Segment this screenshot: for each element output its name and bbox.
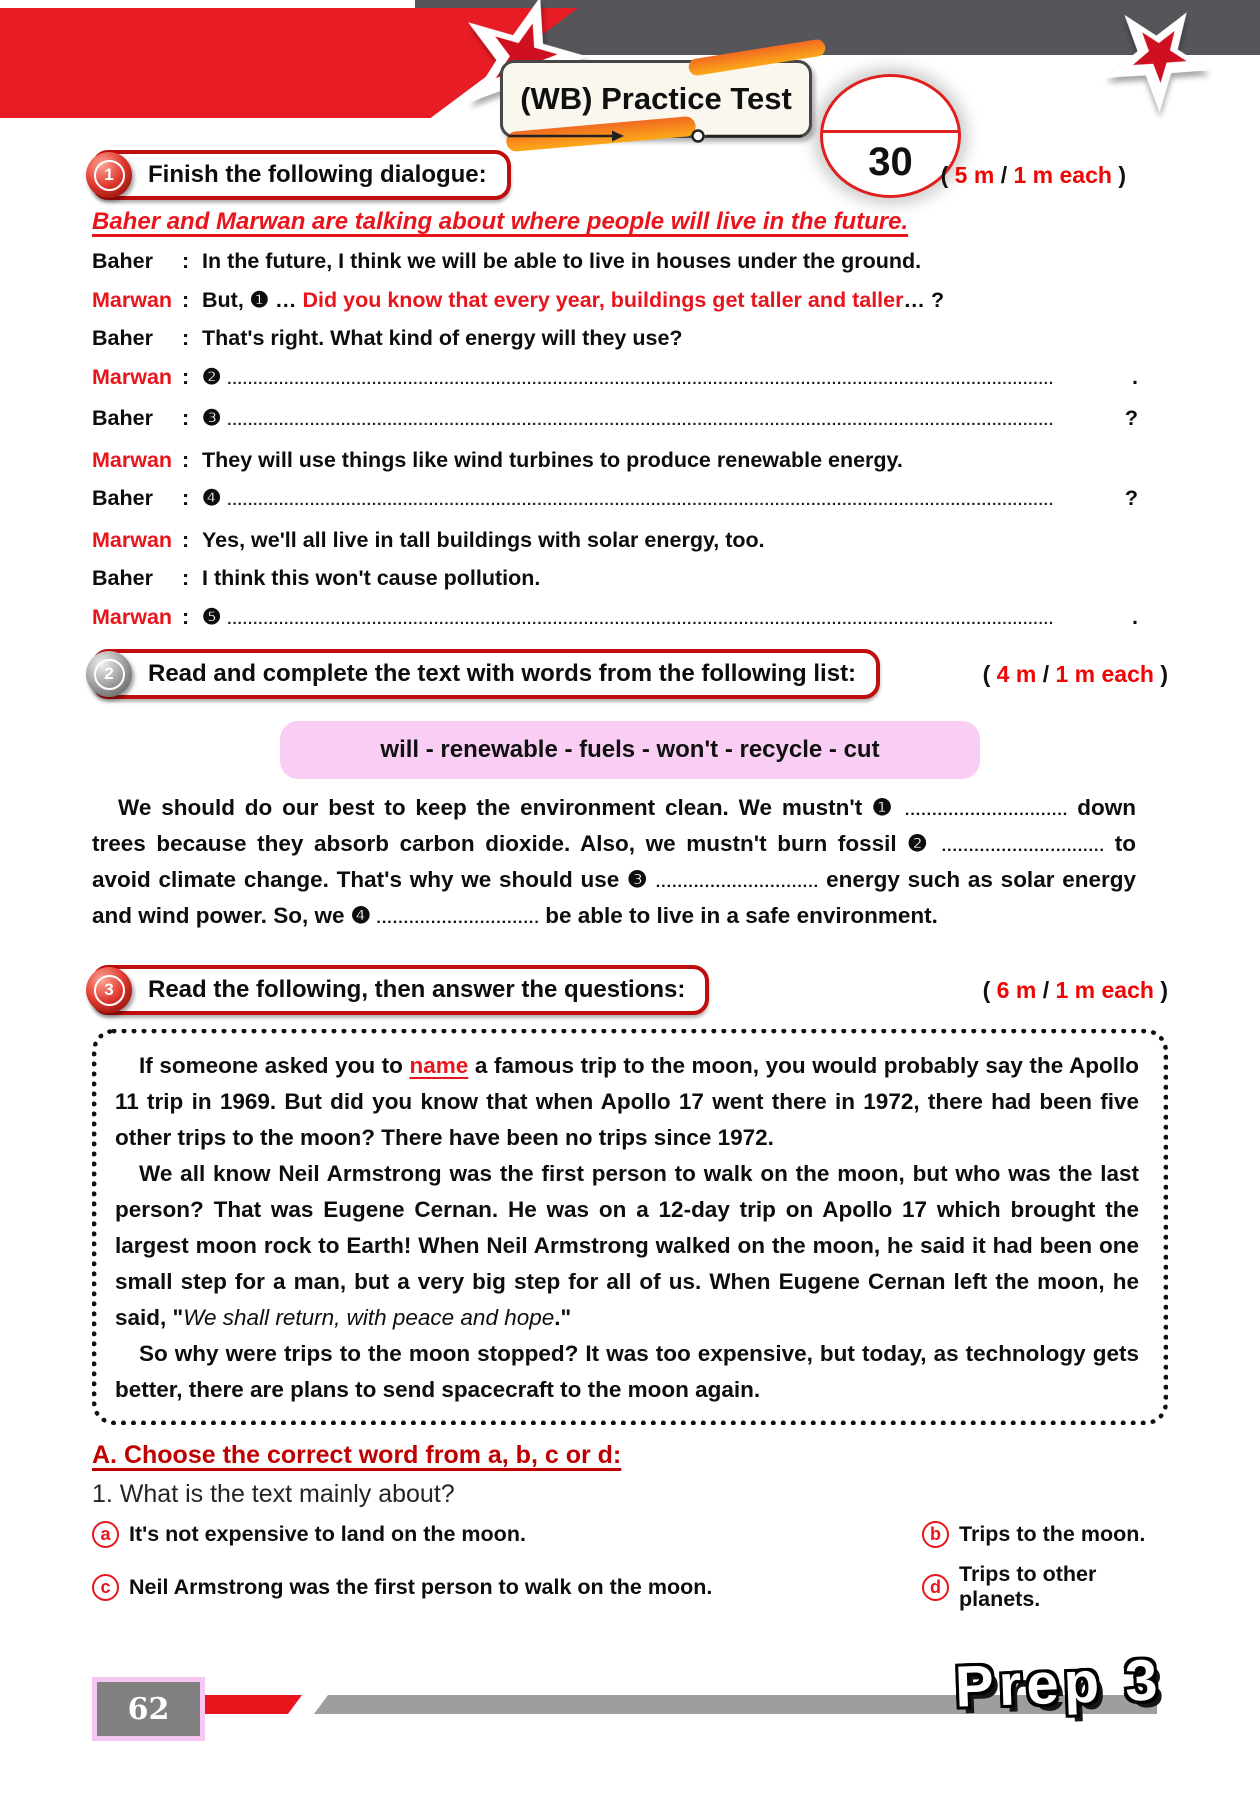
dialogue-speaker: Marwan — [92, 527, 173, 552]
passage-segment: We shall return, with peace and hope — [183, 1305, 555, 1330]
cloze-blank-dots: .............................. — [895, 802, 1078, 819]
mcq-option-b — [922, 1521, 1168, 1548]
question-1-marks: ( 5 m / 1 m each ) — [940, 161, 1126, 188]
question-2-marks: ( 4 m / 1 m each ) — [982, 660, 1168, 687]
dialogue-text — [202, 598, 1138, 640]
question-1-header-row — [92, 150, 1168, 200]
passage-paragraph — [115, 1336, 1139, 1408]
cloze-blank-dots: .............................. — [648, 874, 827, 891]
dialogue-line — [92, 441, 1138, 480]
page-number: 62 — [127, 1691, 170, 1727]
answer-blank-dots: ................................................................................................................................................................ — [227, 412, 1055, 429]
dialogue-segment: . — [1126, 604, 1138, 629]
dialogue-text — [202, 242, 1138, 281]
option-letter-c: c — [92, 1574, 119, 1601]
numbered-bullet: ❹ — [350, 903, 371, 928]
cloze-paragraph — [92, 791, 1168, 935]
dialogue-segment: … ? — [903, 287, 945, 312]
numbered-bullet: ❺ — [202, 604, 222, 629]
numbered-bullet: ❸ — [627, 867, 649, 892]
dialogue-segment: But, — [202, 287, 250, 312]
word-list-box: will - renewable - fuels - won't - recycle - cut — [280, 721, 980, 779]
question-3-header-row — [92, 965, 1168, 1015]
dialogue-speaker: Baher — [92, 406, 153, 430]
dialogue-line — [92, 358, 1138, 400]
dialogue-line — [92, 281, 1138, 320]
dialogue-segment: . — [1126, 364, 1138, 389]
dialogue-intro: Baher and Marwan are talking about where people will live in the future. — [92, 208, 909, 235]
dialogue-segment: … — [269, 287, 303, 312]
option-text: Trips to other planets. — [959, 1562, 1097, 1611]
dialogue-speaker: Baher — [92, 486, 153, 510]
dialogue-line — [92, 319, 1138, 358]
answer-blank-dots: ................................................................................................................................................................ — [227, 370, 1055, 388]
option-letter-d: d — [922, 1574, 949, 1601]
mcq-option-a — [92, 1521, 922, 1548]
option-letter-b: b — [922, 1521, 949, 1548]
dialogue-segment: That's right. What kind of energy will they use? — [202, 326, 683, 350]
dialogue-colon: : — [182, 486, 190, 510]
dialogue-speaker: Baher — [92, 249, 153, 273]
mcq-question: 1. What is the text mainly about? — [92, 1480, 455, 1508]
question-1-title: Finish the following dialogue: — [148, 161, 487, 188]
dialogue-speaker: Marwan — [92, 604, 173, 629]
option-letter-a: a — [92, 1521, 119, 1548]
cloze-segment: to avoid climate change. That's why we should use — [92, 831, 1137, 892]
page-number-box — [92, 1677, 205, 1741]
dialogue-line — [92, 559, 1138, 598]
grade-level-label: Prep 3 — [953, 1647, 1164, 1720]
numbered-bullet: ❷ — [202, 364, 222, 389]
dialogue-colon: : — [182, 527, 190, 552]
dialogue-speaker: Marwan — [92, 447, 173, 472]
question-2-header-row — [92, 649, 1168, 699]
cloze-blank-dots: .............................. — [370, 910, 546, 927]
cloze-segment: We should do our best to keep the environment clean. We mustn't — [118, 795, 873, 820]
dialogue-text — [202, 399, 1138, 441]
dialogue-speaker: Marwan — [92, 364, 173, 389]
cloze-segment: be able to live in a safe environment. — [545, 903, 938, 928]
mcq-options — [92, 1521, 1168, 1612]
passage-segment: So why were trips to the moon stopped? It was too expensive, but today, as technology gets better, there are plans to send spacecraft to the moon again. — [115, 1341, 1139, 1402]
score-value: 30 — [868, 140, 913, 184]
passage-segment: We all know Neil Armstrong was the first person to walk on the moon, but who was the last person? That was Eugene Cernan. He was on a 12-day trip on Apollo 17 which brought the largest moon rock to Earth! When Neil Armstrong walked on the moon, he said it had been one small step for a man, but a very big step for all of us. When Eugene Cernan left the moon, he said, " — [115, 1161, 1139, 1330]
section-a-heading: A. Choose the correct word from a, b, c or d: — [92, 1441, 622, 1469]
numbered-bullet: ❷ — [907, 831, 932, 856]
passage-segment: a famous trip to the moon, you would probably say the Apollo 11 trip in 1969. But did you know that when Apollo 17 went there in 1972, there had been five other trips to the moon? There have been no trips since 1972. — [115, 1053, 1139, 1150]
reading-passage-box — [92, 1029, 1168, 1425]
passage-segment: ." — [554, 1305, 572, 1330]
dialogue-segment: ? — [1118, 486, 1138, 510]
dialogue-speaker: Baher — [92, 566, 153, 590]
dialogue-line — [92, 521, 1138, 560]
dialogue-segment: Yes, we'll all live in tall buildings with solar energy, too. — [202, 527, 765, 552]
passage-segment: name — [409, 1053, 469, 1078]
dialogue-speaker: Marwan — [92, 287, 173, 312]
answer-blank-dots: ................................................................................................................................................................ — [227, 610, 1055, 628]
dialogue-segment: Did you know that every year, buildings get taller and taller — [302, 287, 904, 312]
passage-paragraph — [115, 1156, 1139, 1336]
content-column — [92, 140, 1168, 1612]
cloze-blank-dots: .............................. — [931, 838, 1115, 855]
numbered-bullet: ❹ — [202, 486, 222, 510]
passage-segment: If someone asked you to — [139, 1053, 410, 1078]
question-3-title: Read the following, then answer the questions: — [148, 976, 686, 1003]
dialogue-segment: I think this won't cause pollution. — [202, 566, 541, 590]
cloze-segment: down trees because they absorb carbon dioxide. Also, we mustn't burn fossil — [92, 795, 1137, 856]
passage-paragraph — [115, 1048, 1139, 1156]
dialogue-colon: : — [182, 249, 190, 273]
dialogue-speaker: Baher — [92, 326, 153, 350]
question-1-badge: 1 — [86, 152, 132, 198]
dialogue-colon: : — [182, 604, 190, 629]
page-title: (WB) Practice Test — [520, 81, 792, 116]
dialogue-segment: ? — [1118, 406, 1138, 430]
numbered-bullet: ❶ — [872, 795, 896, 820]
dialogue-text — [202, 479, 1138, 521]
dialogue-text — [202, 521, 1138, 560]
numbered-bullet: ❸ — [202, 406, 222, 430]
dialogue-line — [92, 399, 1138, 441]
question-3-badge: 3 — [86, 967, 132, 1013]
question-2-title: Read and complete the text with words from the following list: — [148, 660, 857, 687]
dialogue-line — [92, 479, 1138, 521]
option-text: It's not expensive to land on the moon. — [129, 1522, 526, 1546]
dialogue-text — [202, 559, 1138, 598]
question-2-badge: 2 — [86, 651, 132, 697]
answer-blank-dots: ................................................................................................................................................................ — [227, 492, 1055, 509]
dialogue-colon: : — [182, 566, 190, 590]
dialogue-segment: They will use things like wind turbines to produce renewable energy. — [202, 447, 903, 472]
dialogue-text — [202, 281, 1138, 320]
dialogue-segment: In the future, I think we will be able to live in houses under the ground. — [202, 249, 922, 273]
dialogue-line — [92, 598, 1138, 640]
dialogue-colon: : — [182, 326, 190, 350]
option-text: Trips to the moon. — [959, 1522, 1146, 1546]
dialogue-colon: : — [182, 364, 190, 389]
question-3-header — [92, 965, 709, 1015]
question-1-header — [92, 150, 511, 200]
dialogue-text — [202, 319, 1138, 358]
mcq-option-d — [922, 1562, 1168, 1612]
dialogue-text — [202, 358, 1138, 400]
dialogue-colon: : — [182, 406, 190, 430]
question-2-header — [92, 649, 880, 699]
option-text: Neil Armstrong was the first person to walk on the moon. — [129, 1574, 713, 1599]
dialogue-section — [92, 242, 1168, 639]
dialogue-colon: : — [182, 287, 190, 312]
dialogue-line — [92, 242, 1138, 281]
cloze-segment: energy such as solar energy and wind power. So, we — [92, 867, 1137, 928]
dialogue-colon: : — [182, 447, 190, 472]
dialogue-text — [202, 441, 1138, 480]
mcq-option-c — [92, 1562, 922, 1612]
numbered-bullet: ❶ — [249, 287, 270, 312]
question-3-marks: ( 6 m / 1 m each ) — [982, 976, 1168, 1003]
footer-red-bar — [205, 1695, 302, 1714]
